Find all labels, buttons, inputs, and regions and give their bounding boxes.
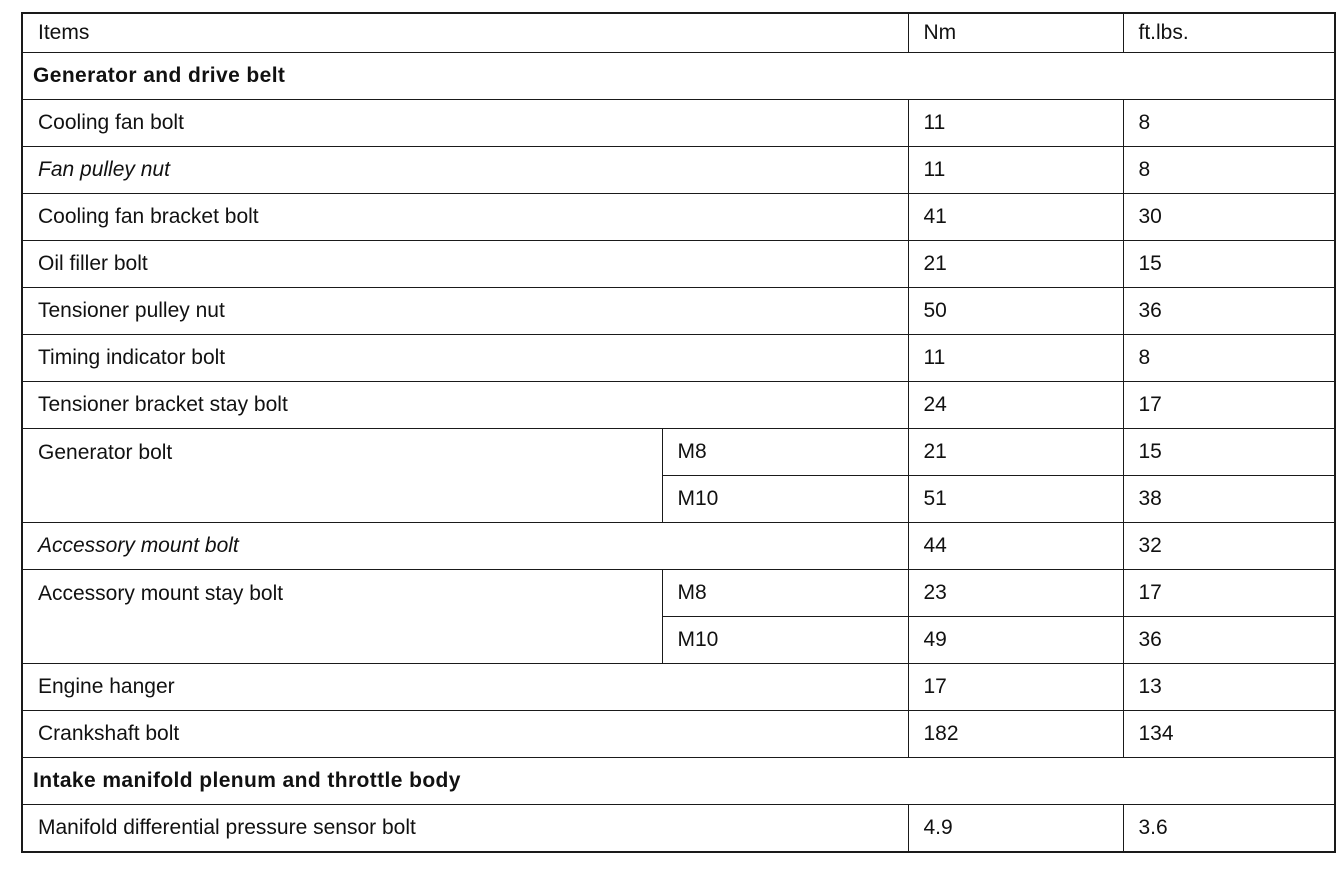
bolt-size: M10 — [662, 476, 908, 523]
item-name: Cooling fan bracket bolt — [22, 194, 908, 241]
item-name: Crankshaft bolt — [22, 711, 908, 758]
nm-value: 17 — [908, 664, 1123, 711]
ftlbs-value: 17 — [1123, 382, 1335, 429]
table-row — [22, 523, 1335, 570]
section-title: Generator and drive belt — [22, 53, 1335, 100]
item-name: Accessory mount bolt — [22, 523, 908, 570]
table-row — [22, 147, 1335, 194]
ftlbs-value: 17 — [1123, 570, 1335, 617]
ftlbs-value: 8 — [1123, 100, 1335, 147]
section-header-row — [22, 758, 1335, 805]
nm-value: 44 — [908, 523, 1123, 570]
item-name: Accessory mount stay bolt — [22, 570, 662, 664]
table-row — [22, 335, 1335, 382]
item-name: Fan pulley nut — [22, 147, 908, 194]
nm-value: 11 — [908, 147, 1123, 194]
bolt-size: M8 — [662, 429, 908, 476]
ftlbs-value: 36 — [1123, 617, 1335, 664]
ftlbs-value: 36 — [1123, 288, 1335, 335]
item-name: Tensioner pulley nut — [22, 288, 908, 335]
ftlbs-value: 8 — [1123, 147, 1335, 194]
nm-value: 4.9 — [908, 805, 1123, 853]
nm-value: 23 — [908, 570, 1123, 617]
nm-value: 21 — [908, 241, 1123, 288]
header-items: Items — [22, 13, 908, 53]
item-name: Engine hanger — [22, 664, 908, 711]
ftlbs-value: 15 — [1123, 241, 1335, 288]
ftlbs-value: 38 — [1123, 476, 1335, 523]
bolt-size: M10 — [662, 617, 908, 664]
item-name: Generator bolt — [22, 429, 662, 523]
table-row — [22, 194, 1335, 241]
table-row — [22, 664, 1335, 711]
table-row — [22, 805, 1335, 853]
section-header-row — [22, 53, 1335, 100]
nm-value: 21 — [908, 429, 1123, 476]
header-nm: Nm — [908, 13, 1123, 53]
ftlbs-value: 32 — [1123, 523, 1335, 570]
table-row — [22, 288, 1335, 335]
torque-spec-table — [21, 12, 1336, 853]
nm-value: 24 — [908, 382, 1123, 429]
item-name: Oil filler bolt — [22, 241, 908, 288]
nm-value: 49 — [908, 617, 1123, 664]
header-ftlbs: ft.lbs. — [1123, 13, 1335, 53]
section-title: Intake manifold plenum and throttle body — [22, 758, 1335, 805]
item-name: Manifold differential pressure sensor bolt — [22, 805, 908, 853]
ftlbs-value: 8 — [1123, 335, 1335, 382]
ftlbs-value: 13 — [1123, 664, 1335, 711]
nm-value: 11 — [908, 100, 1123, 147]
table-row — [22, 382, 1335, 429]
nm-value: 50 — [908, 288, 1123, 335]
nm-value: 11 — [908, 335, 1123, 382]
item-name: Tensioner bracket stay bolt — [22, 382, 908, 429]
item-name: Timing indicator bolt — [22, 335, 908, 382]
nm-value: 182 — [908, 711, 1123, 758]
ftlbs-value: 15 — [1123, 429, 1335, 476]
table-row — [22, 241, 1335, 288]
torque-spec-sheet — [21, 12, 1336, 853]
table-header-row — [22, 13, 1335, 53]
ftlbs-value: 3.6 — [1123, 805, 1335, 853]
ftlbs-value: 134 — [1123, 711, 1335, 758]
table-row — [22, 100, 1335, 147]
item-name: Cooling fan bolt — [22, 100, 908, 147]
nm-value: 51 — [908, 476, 1123, 523]
ftlbs-value: 30 — [1123, 194, 1335, 241]
table-row — [22, 429, 1335, 476]
table-row — [22, 570, 1335, 617]
nm-value: 41 — [908, 194, 1123, 241]
bolt-size: M8 — [662, 570, 908, 617]
table-row — [22, 711, 1335, 758]
